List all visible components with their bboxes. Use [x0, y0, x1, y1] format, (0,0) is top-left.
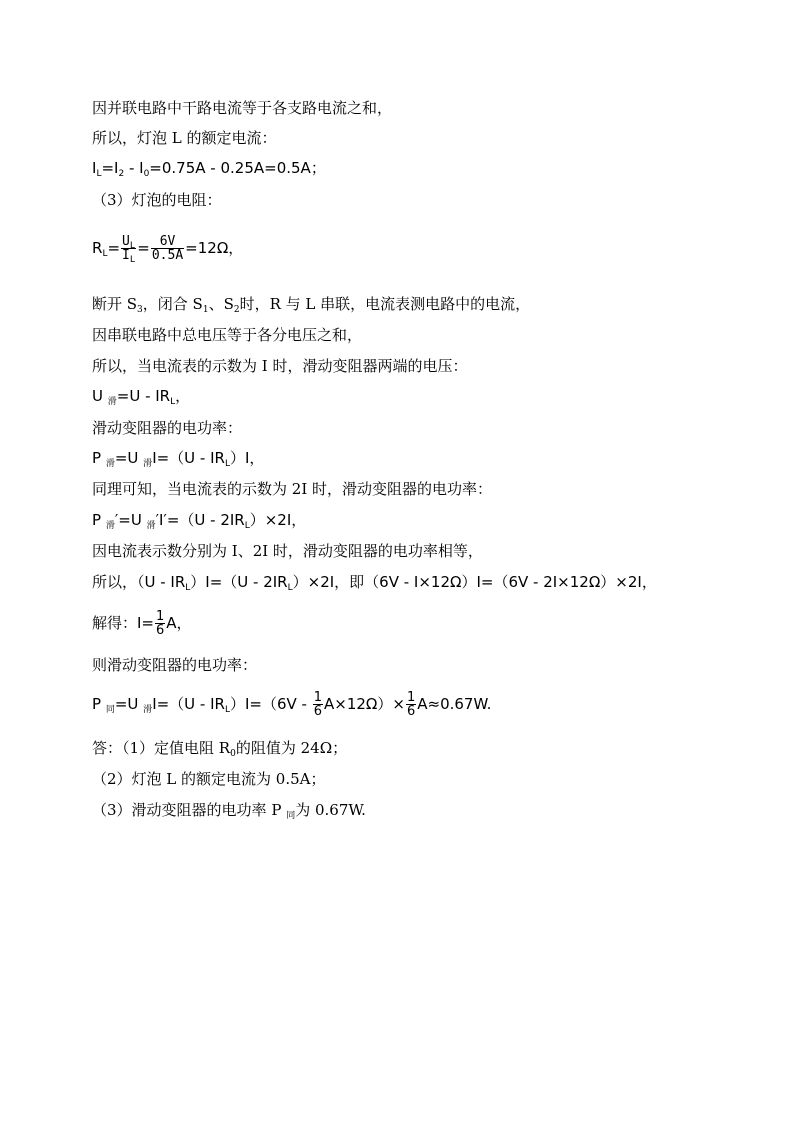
fraction-one-sixth [155, 610, 165, 637]
text: 时，R 与 L 串联，电流表测电路中的电流， [239, 295, 531, 313]
subscript: 2 [118, 169, 125, 179]
denominator: 6 [156, 623, 165, 638]
subscript: L [96, 169, 102, 179]
text: 、S [208, 295, 234, 313]
text: 为 0.67W. [295, 801, 366, 819]
text: （3）灯泡的电阻： [92, 191, 222, 209]
line-bulb-resistance-heading [92, 190, 222, 210]
line-answer-1 [92, 738, 347, 758]
line-resistance-formula [92, 228, 243, 268]
text: 则滑动变阻器的电功率： [92, 656, 258, 674]
text: =I [101, 159, 119, 177]
text: I=（U - IR [152, 449, 225, 467]
text: ）I=（U - 2IR [190, 573, 288, 591]
text: = [137, 239, 150, 257]
text: P [92, 449, 106, 467]
text: ）I=（6V - [229, 695, 312, 713]
text: I=（U - IR [152, 695, 225, 713]
text: ， [175, 387, 191, 405]
line-answer-2 [92, 769, 326, 789]
fraction-one-sixth [406, 691, 416, 718]
denominator: 6 [313, 704, 323, 719]
subscript: 滑 [107, 397, 117, 407]
text: ）×2I， [249, 511, 307, 529]
subscript: L [170, 397, 176, 407]
text: ′=U [114, 511, 147, 529]
subscript: 1 [202, 305, 209, 315]
denominator: 0.5A [151, 248, 184, 263]
subscript: 3 [137, 305, 143, 315]
fraction-6v-05a [151, 235, 184, 262]
text: P [92, 695, 106, 713]
text: 所以，（U - IR [92, 573, 186, 591]
text: A， [166, 614, 192, 632]
text: 同理可知，当电流表的示数为 2I 时，滑动变阻器的电功率： [92, 480, 493, 498]
line-series-voltage [92, 325, 362, 345]
line-power-formula [92, 448, 264, 474]
line-equation [92, 572, 657, 592]
subscript: 2 [233, 305, 240, 315]
text: ，闭合 S [142, 295, 203, 313]
text: - I [124, 159, 144, 177]
fraction-ul-il [121, 234, 136, 265]
text: 因并联电路中干路电流等于各支路电流之和， [92, 99, 393, 117]
line-solution-i [92, 606, 192, 640]
numerator: 1 [156, 609, 165, 624]
text: ′I′=（U - 2IR [155, 511, 245, 529]
text: 滑动变阻器的电功率： [92, 419, 243, 437]
text: 因串联电路中总电压等于各分电压之和， [92, 326, 363, 344]
text: I [92, 159, 97, 177]
text: ）I， [229, 449, 265, 467]
subscript: 同 [286, 811, 296, 821]
subscript: 0 [230, 749, 236, 759]
text: ）×2I，即（6V - I×12Ω）I=（6V - 2I×12Ω）×2I， [292, 573, 657, 591]
text: 答：（1）定值电阻 R [92, 739, 231, 757]
subscript: L [129, 241, 136, 251]
subscript: L [244, 521, 250, 531]
numerator: 1 [313, 690, 323, 705]
text: P [92, 511, 106, 529]
numerator: 6V [151, 235, 184, 249]
text: =12Ω， [185, 239, 244, 257]
line-rated-current-intro [92, 128, 277, 148]
text: =U [114, 449, 144, 467]
text: 的阻值为 24Ω； [235, 739, 348, 757]
line-answer-3 [92, 800, 366, 826]
numerator: U [122, 234, 130, 249]
denominator: 6 [406, 704, 416, 719]
subscript: 0 [143, 169, 150, 179]
text: A≈0.67W. [417, 695, 492, 713]
subscript: L [185, 583, 191, 593]
line-equal-power [92, 541, 483, 561]
line-voltage-at-i [92, 356, 467, 376]
text: 所以，当电流表的示数为 I 时，滑动变阻器两端的电压： [92, 357, 468, 375]
text: 断开 S [92, 295, 138, 313]
text: （3）滑动变阻器的电功率 P [92, 801, 287, 819]
text: A×12Ω）× [324, 695, 405, 713]
subscript: L [224, 459, 230, 469]
subscript: 滑 [146, 521, 156, 531]
text: 所以，灯泡 L 的额定电流： [92, 129, 277, 147]
line-parallel-current [92, 98, 392, 118]
line-final-power-formula [92, 687, 491, 727]
text: =U [114, 695, 144, 713]
numerator: 1 [406, 690, 416, 705]
subscript: L [224, 705, 230, 715]
text: U [92, 387, 108, 405]
subscript: 滑 [143, 705, 153, 715]
line-power-2i-formula [92, 510, 306, 536]
line-switch-state [92, 294, 530, 314]
subscript: 同 [105, 705, 115, 715]
text: =U - IR [116, 387, 171, 405]
line-final-power-heading [92, 655, 257, 675]
subscript: L [287, 583, 293, 593]
subscript: 滑 [105, 521, 115, 531]
subscript: 滑 [105, 459, 115, 469]
subscript: 滑 [143, 459, 153, 469]
line-power-at-2i [92, 479, 492, 499]
line-u-slide-formula [92, 386, 190, 412]
line-power-heading [92, 418, 242, 438]
text: （2）灯泡 L 的额定电流为 0.5A； [92, 770, 326, 788]
denominator: I [122, 248, 130, 263]
subscript: L [129, 255, 136, 265]
text: 因电流表示数分别为 I、2I 时，滑动变阻器的电功率相等， [92, 542, 483, 560]
subscript: L [102, 249, 108, 259]
fraction-one-sixth [313, 691, 323, 718]
text: 解得：I= [92, 614, 154, 632]
text: R [92, 239, 103, 257]
text: =0.75A - 0.25A=0.5A； [149, 159, 326, 177]
line-rated-current-formula [92, 158, 326, 178]
text: = [107, 239, 121, 257]
